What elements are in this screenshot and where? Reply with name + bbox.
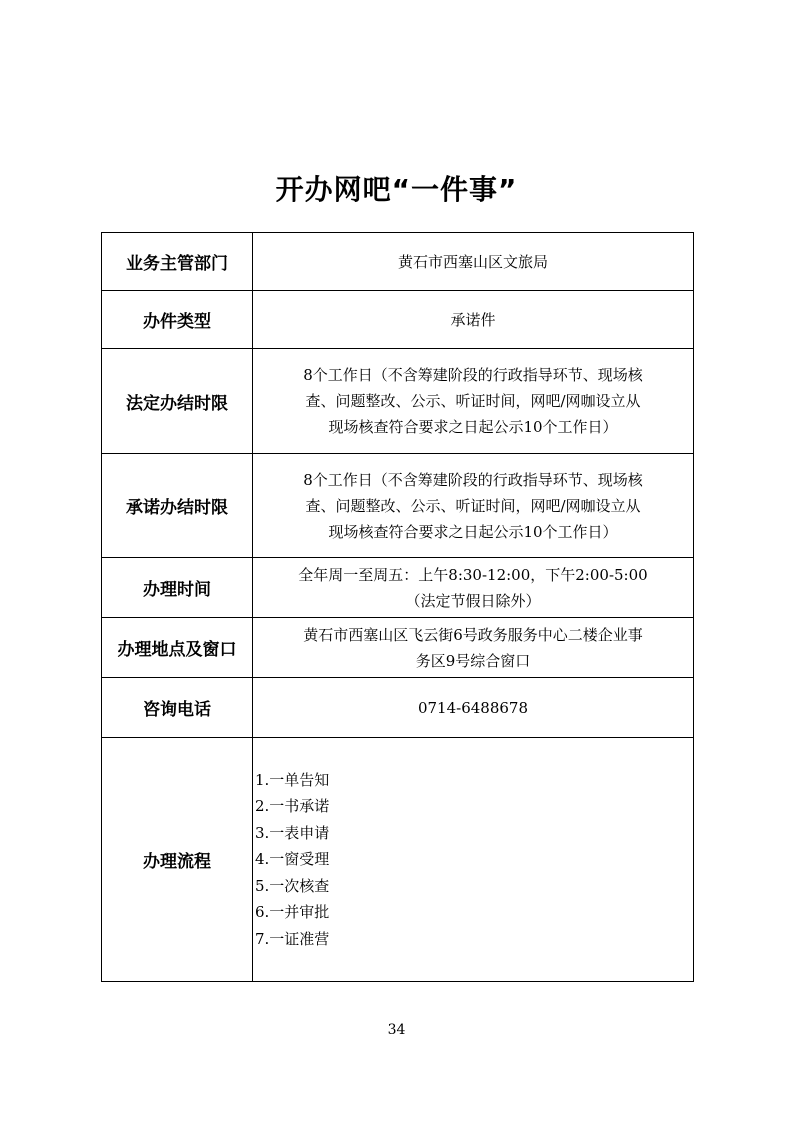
table-row <box>102 454 694 558</box>
legal-limit-line: 8个工作日（不含筹建阶段的行政指导环节、现场核 <box>303 366 643 384</box>
location-value <box>253 618 694 678</box>
process-step: 4.一窗受理 <box>255 850 330 869</box>
hours-label: 办理时间 <box>102 558 253 618</box>
location-label: 办理地点及窗口 <box>102 618 253 678</box>
promise-limit-line: 8个工作日（不含筹建阶段的行政指导环节、现场核 <box>303 470 643 489</box>
promise-limit-value <box>253 454 694 558</box>
service-info-table <box>101 232 694 982</box>
promise-limit-label: 承诺办结时限 <box>102 454 253 558</box>
process-label: 办理流程 <box>102 738 253 982</box>
phone-value: 0714-6488678 <box>253 678 694 738</box>
table-row <box>102 233 694 291</box>
process-step: 1.一单告知 <box>255 770 330 789</box>
phone-label: 咨询电话 <box>102 678 253 738</box>
table-row <box>102 618 694 678</box>
legal-limit-label: 法定办结时限 <box>102 349 253 454</box>
promise-limit-line: 现场核查符合要求之日起公示10个工作日） <box>328 522 618 541</box>
table-row <box>102 738 694 982</box>
process-value <box>253 738 694 982</box>
legal-limit-value <box>253 349 694 454</box>
process-step: 2.一书承诺 <box>255 797 330 816</box>
promise-limit-line: 查、问题整改、公示、听证时间，网吧/网咖设立从 <box>305 496 641 515</box>
process-step: 5.一次核查 <box>255 876 330 895</box>
process-step: 3.一表申请 <box>255 823 330 842</box>
department-value: 黄石市西塞山区文旅局 <box>253 233 694 291</box>
hours-value <box>253 558 694 618</box>
process-step: 7.一证准营 <box>255 929 330 948</box>
legal-limit-line: 查、问题整改、公示、听证时间，网吧/网咖设立从 <box>305 392 641 410</box>
page-number: 34 <box>387 1022 406 1038</box>
location-line: 务区9号综合窗口 <box>415 651 531 670</box>
table-row <box>102 349 694 454</box>
page-title: 开办网吧“一件事” <box>275 173 518 206</box>
department-label: 业务主管部门 <box>102 233 253 291</box>
location-line: 黄石市西塞山区飞云街6号政务服务中心二楼企业事 <box>303 625 643 644</box>
table-row <box>102 291 694 349</box>
table-row <box>102 558 694 618</box>
type-value: 承诺件 <box>253 291 694 349</box>
hours-line: 全年周一至周五：上午8:30-12:00，下午2:00-5:00 <box>298 565 648 584</box>
hours-line: （法定节假日除外） <box>405 591 541 610</box>
table-row <box>102 678 694 738</box>
type-label: 办件类型 <box>102 291 253 349</box>
process-steps-list <box>253 767 693 953</box>
legal-limit-line: 现场核查符合要求之日起公示10个工作日） <box>328 418 618 436</box>
process-step: 6.一并审批 <box>255 903 330 922</box>
